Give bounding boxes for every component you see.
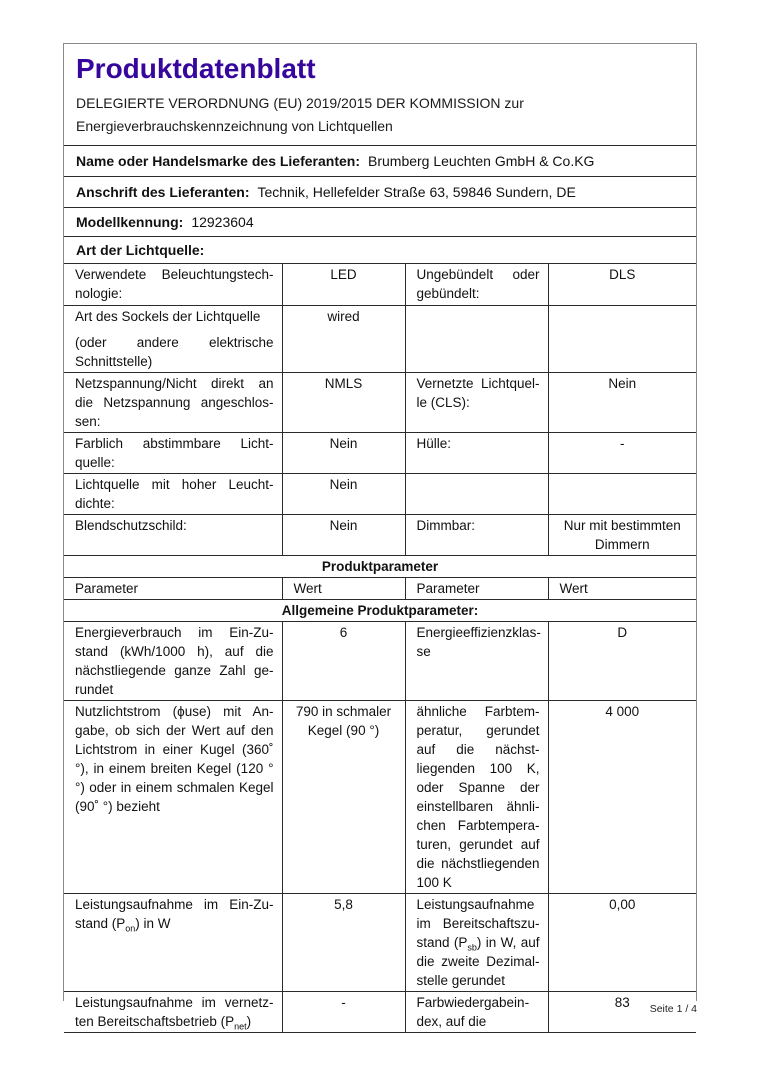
supplier-name-value: Brumberg Leuchten GmbH & Co.KG — [368, 153, 595, 169]
param-cell: Verwendete Beleuchtungstechnologie: — [64, 264, 282, 306]
value-cell: DLS — [548, 264, 696, 306]
value-cell: 790 in schmaler Kegel (90 °) — [282, 701, 405, 894]
supplier-name-label: Name oder Handelsmarke des Lieferanten: — [76, 153, 360, 169]
column-header: Wert — [282, 578, 405, 600]
value-cell: - — [548, 433, 696, 474]
param-cell: Farblich abstimmbare Lichtquelle: — [64, 433, 282, 474]
value-cell: Nein — [282, 515, 405, 556]
light-source-type-label: Art der Lichtquelle: — [76, 242, 205, 258]
param-cell: Leistungsaufnahme im vernetzten Bereitschaftsbetrieb $(P_{net})$ — [64, 992, 282, 1033]
column-header: Parameter — [64, 578, 282, 600]
regulation-subtitle — [76, 92, 684, 138]
table-row — [64, 264, 696, 306]
param-cell: ähnliche Farbtemperatur, gerundet auf die nächstliegenden 100 K, oder Spanne der einstellbaren ähnlichen Farbtemperaturen, gerundet auf die nächstliegenden 100 K — [405, 701, 548, 894]
supplier-name-row — [64, 146, 696, 177]
param-cell: Netzspannung/Nicht direkt an die Netzspannung angeschlossen: — [64, 373, 282, 433]
table-row — [64, 474, 696, 515]
param-line: (oder andere elektrische Schnittstelle) — [75, 335, 274, 369]
section-header-row — [64, 556, 696, 578]
param-cell: Nutzlichtstrom (ϕuse) mit Angabe, ob sich der Wert auf den Lichtstrom in einer Kugel (360˚ °), in einem breiten Kegel (120 °°) oder in einem schmalen Kegel (90˚ °) bezieht — [64, 701, 282, 894]
light-source-type-row — [64, 237, 696, 263]
title-block — [64, 44, 696, 146]
param-cell — [405, 306, 548, 373]
column-header: Parameter — [405, 578, 548, 600]
column-header-row — [64, 578, 696, 600]
param-cell: Hülle: — [405, 433, 548, 474]
subtitle-line-1: DELEGIERTE VERORDNUNG (EU) 2019/2015 DER KOMMISSION zur — [76, 95, 524, 111]
table-row — [64, 373, 696, 433]
page-number: Seite 1 / 4 — [649, 1003, 697, 1015]
model-id-value: 12923604 — [191, 214, 254, 230]
supplier-address-row — [64, 177, 696, 208]
value-cell: NMLS — [282, 373, 405, 433]
param-cell: Ungebündelt oder gebündelt: — [405, 264, 548, 306]
model-id-label: Modellkennung: — [76, 214, 184, 230]
table-row — [64, 622, 696, 701]
param-cell: Leistungsaufnahme im Ein-Zustand $(P_{on})$ in W — [64, 894, 282, 992]
param-cell: Blendschutzschild: — [64, 515, 282, 556]
param-cell: Lichtquelle mit hoher Leuchtdichte: — [64, 474, 282, 515]
value-cell: Nein — [548, 373, 696, 433]
param-cell: Leistungsaufnahme im Bereitschaftszustand $(P_{sb})$ in W, auf die zweite Dezimalstelle gerundet — [405, 894, 548, 992]
value-cell — [548, 474, 696, 515]
value-cell: D — [548, 622, 696, 701]
value-cell: - — [282, 992, 405, 1033]
datasheet-table — [64, 263, 696, 1033]
param-cell: Farbwiedergabeindex, auf die — [405, 992, 548, 1033]
value-cell: 4 000 — [548, 701, 696, 894]
value-cell: 83 — [548, 992, 696, 1033]
supplier-address-value: Technik, Hellefelder Straße 63, 59846 Sundern, DE — [257, 184, 576, 200]
produktparameter-header: Produktparameter — [64, 556, 696, 578]
param-cell — [64, 306, 282, 373]
section-header-row — [64, 600, 696, 622]
value-cell: 0,00 — [548, 894, 696, 992]
table-row — [64, 306, 696, 373]
value-cell: Nein — [282, 474, 405, 515]
value-cell: 5,8 — [282, 894, 405, 992]
value-cell: 6 — [282, 622, 405, 701]
param-cell: Energieverbrauch im Ein-Zustand (kWh/1000 h), auf die nächstliegende ganze Zahl gerundet — [64, 622, 282, 701]
supplier-address-label: Anschrift des Lieferanten: — [76, 184, 250, 200]
param-cell — [405, 474, 548, 515]
table-row — [64, 894, 696, 992]
value-cell: Nur mit bestimmten Dimmern — [548, 515, 696, 556]
value-cell: Nein — [282, 433, 405, 474]
param-cell: Dimmbar: — [405, 515, 548, 556]
value-cell: wired — [282, 306, 405, 373]
param-line: Art des Sockels der Lichtquelle — [75, 309, 261, 324]
page-title: Produktdatenblatt — [76, 53, 316, 84]
table-row — [64, 992, 696, 1033]
value-cell: LED — [282, 264, 405, 306]
value-cell — [548, 306, 696, 373]
model-id-row — [64, 208, 696, 237]
column-header: Wert — [548, 578, 696, 600]
table-row — [64, 701, 696, 894]
allgemeine-produktparameter-header: Allgemeine Produktparameter: — [64, 600, 696, 622]
param-cell: Vernetzte Lichtquelle (CLS): — [405, 373, 548, 433]
param-cell: Energieeffizienzklasse — [405, 622, 548, 701]
subtitle-line-2: Energieverbrauchskennzeichnung von Lichtquellen — [76, 118, 393, 134]
table-row — [64, 433, 696, 474]
table-row — [64, 515, 696, 556]
